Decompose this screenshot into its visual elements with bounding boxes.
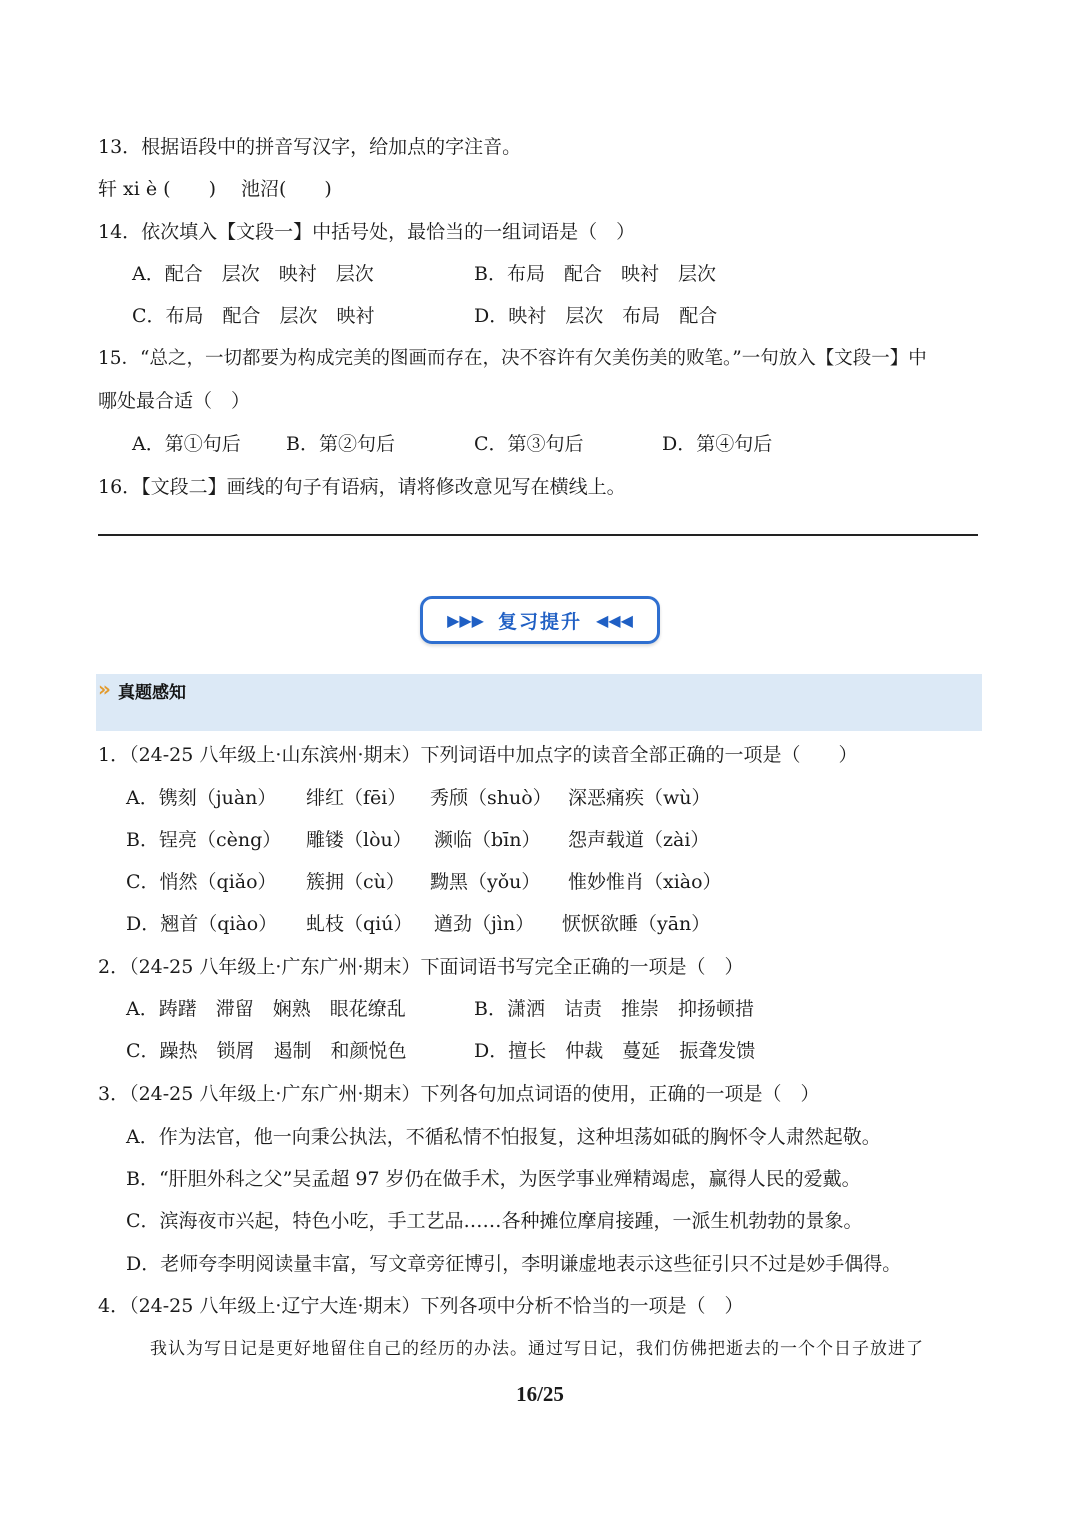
practice-1-stem: 1．（24-25 八年级上·山东滨州·期末）下列词语中加点字的读音全部正确的一项是（ ）: [98, 744, 858, 766]
question-14-option-c: C．布局 配合 层次 映衬: [132, 305, 375, 327]
question-14-option-a: A．配合 层次 映衬 层次: [132, 263, 374, 285]
practice-3-option-b: B．“肝胆外科之父”吴孟超 97 岁仍在做手术，为医学事业殚精竭虑，赢得人民的爱戴。: [126, 1168, 861, 1190]
practice-1-b-1: B．锃亮（cèng）: [126, 829, 282, 851]
practice-2-option-a: A．踌躇 滞留 娴熟 眼花缭乱: [126, 998, 406, 1020]
practice-1-c-3: 黝黑（yǒu）: [430, 871, 541, 893]
page-number: 16/25: [516, 1382, 564, 1406]
practice-1-a-4: 深恶痛疾（wù）: [568, 787, 711, 809]
practice-1-b-3: 濒临（bīn）: [434, 829, 541, 851]
practice-1-d-4: 恹恹欲睡（yān）: [562, 913, 711, 935]
practice-1-a-1: A．镌刻（juàn）: [126, 787, 277, 809]
practice-3-option-d: D．老师夸李明阅读量丰富，写文章旁征博引，李明谦虚地表示这些征引只不过是妙手偶得。: [126, 1253, 902, 1275]
question-15-option-d: D．第④句后: [662, 433, 773, 455]
right-arrows-icon: ▶▶▶: [447, 610, 484, 630]
practice-1-d-1: D．翘首（qiào）: [126, 913, 278, 935]
question-15-stem-continued: 哪处最合适（ ）: [98, 390, 251, 412]
practice-1-c-4: 惟妙惟肖（xiào）: [568, 871, 722, 893]
question-15-option-a: A．第①句后: [132, 433, 241, 455]
practice-2-option-b: B．潇洒 诘责 推崇 抑扬顿措: [474, 998, 754, 1020]
practice-1-d-2: 虬枝（qiú）: [306, 913, 413, 935]
question-13-stem: 13．根据语段中的拼音写汉字，给加点的字注音。: [98, 136, 522, 158]
answer-line: [98, 534, 978, 536]
practice-1-b-2: 雕镂（lòu）: [306, 829, 412, 851]
practice-2-option-c: C．躁热 锁屑 遏制 和颜悦色: [126, 1040, 407, 1062]
left-arrows-icon: ◀◀◀: [596, 610, 633, 630]
question-14-option-b: B．布局 配合 映衬 层次: [474, 263, 716, 285]
section-header: [96, 674, 982, 731]
double-chevron-icon: »: [98, 677, 111, 701]
practice-1-d-3: 遒劲（jìn）: [434, 913, 535, 935]
section-title: 真题感知: [118, 683, 186, 703]
practice-4-passage: 我认为写日记是更好地留住自己的经历的办法。通过写日记，我们仿佛把逝去的一个个日子放进了: [150, 1339, 924, 1359]
question-13-blanks: 轩 xi è ( ) 池沼( ): [98, 178, 332, 200]
question-15-option-b: B．第②句后: [286, 433, 395, 455]
practice-1-a-3: 秀颀（shuò）: [430, 787, 552, 809]
practice-3-stem: 3．（24-25 八年级上·广东广州·期末）下列各句加点词语的使用，正确的一项是（ ）: [98, 1083, 820, 1105]
question-14-option-d: D．映衬 层次 布局 配合: [474, 305, 718, 327]
practice-1-c-1: C．悄然（qiǎo）: [126, 871, 277, 893]
question-16-stem: 16．【文段二】画线的句子有语病，请将修改意见写在横线上。: [98, 476, 626, 498]
practice-3-option-a: A．作为法官，他一向秉公执法，不循私情不怕报复，这种坦荡如砥的胸怀令人肃然起敬。: [126, 1126, 881, 1148]
practice-2-stem: 2．（24-25 八年级上·广东广州·期末）下面词语书写完全正确的一项是（ ）: [98, 956, 744, 978]
review-banner: [420, 596, 660, 644]
practice-4-stem: 4．（24-25 八年级上·辽宁大连·期末）下列各项中分析不恰当的一项是（ ）: [98, 1295, 744, 1317]
question-14-stem: 14．依次填入【文段一】中括号处，最恰当的一组词语是（ ）: [98, 221, 636, 243]
practice-1-a-2: 绯红（fēi）: [306, 787, 407, 809]
practice-1-c-2: 簇拥（cù）: [306, 871, 405, 893]
practice-1-b-4: 怨声载道（zài）: [568, 829, 710, 851]
banner-title: 复习提升: [497, 610, 582, 633]
question-15-stem: 15．“总之，一切都要为构成完美的图画而存在，决不容许有欠美伤美的败笔。”一句放入【文段一】中: [98, 348, 927, 369]
practice-3-option-c: C．滨海夜市兴起，特色小吃，手工艺品……各种摊位摩肩接踵，一派生机勃勃的景象。: [126, 1210, 863, 1232]
practice-2-option-d: D．擅长 仲裁 蔓延 振聋发馈: [474, 1040, 756, 1062]
question-15-option-c: C．第③句后: [474, 433, 584, 455]
